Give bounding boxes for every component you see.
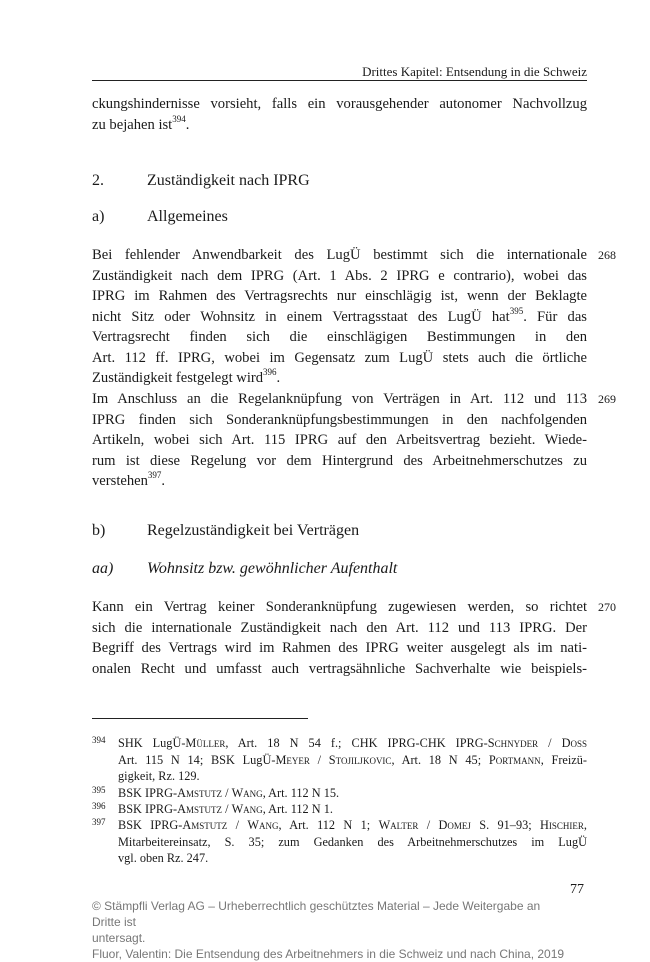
footnote-ref-394[interactable]: 394 [172,114,186,125]
running-header: Drittes Kapitel: Entsendung in die Schweiz [362,64,587,79]
header-rule [92,80,587,81]
text-line: Bei fehlender Anwendbarkeit des LugÜ bestimmt sich die internationale [92,247,587,263]
text-line: onalen Recht und umfasst auch vertragsähnliche Sachverhalte wie beispiels- [92,660,587,677]
footnote-line: SHK LugÜ-Müller, Art. 18 N 54 f.; CHK IPRG-CHK IPRG-Schnyder / Doss [118,736,587,750]
text-line: Vertragsrecht finden sich die einschlägigen Bestimmungen in den [92,329,587,345]
text-line: Art. 112 ff. IPRG, wobei im Gegensatz zum LugÜ stets auch die örtliche [92,349,587,366]
marginal-number-269: 269 [598,392,616,406]
footnote-394 [118,735,587,785]
paragraph-268 [92,245,587,389]
section-number: 2. [92,172,104,189]
text-line: nicht Sitz oder Wohnsitz in einem Vertragsstaat des LugÜ hat$^{395}$. Für das [92,305,587,325]
copyright-line-1: © Stämpfli Verlag AG – Urheberrechtlich geschütztes Material – Jede Weitergabe an Dritte ist [92,899,541,929]
footnote-number-397: 397 [92,817,106,827]
footnote-396: BSK IPRG-Amstutz / Wang, Art. 112 N 1. [118,802,333,816]
footnote-line: vgl. oben Rz. 247. [118,851,209,865]
text-line: verstehen$^{397}$. [92,470,166,489]
text-line: Zuständigkeit festgelegt wird$^{396}$. [92,367,281,386]
subsection-aa-title: Wohnsitz bzw. gewöhnlicher Aufenthalt [147,560,398,577]
marginal-number-270: 270 [598,600,616,614]
text-line: IPRG im Rahmen des Vertragsrechts nur einschlägig ist, wenn der Beklagte [92,288,587,304]
footnote-ref-395[interactable]: 395 [509,305,524,316]
footnote-number-394: 394 [92,735,106,745]
page-number: 77 [570,882,584,897]
footnote-ref-397[interactable]: 397 [147,470,162,481]
text-line: IPRG finden sich Sonderanknüpfungsbestimmungen in den nachfolgenden [92,411,587,428]
footnote-397 [118,817,587,867]
copyright-line-2: untersagt. [92,931,146,945]
footnote-ref-396[interactable]: 396 [263,367,277,378]
subsection-b-number: b) [92,522,106,539]
subsection-b-title: Regelzuständigkeit bei Verträgen [147,522,360,539]
text-line: Kann ein Vertrag keiner Sonderanknüpfung zugewiesen werden, so richtet [92,599,587,615]
footnote-line: BSK IPRG-Amstutz / Wang, Art. 112 N 1; Walter / Domej S. 91–93; Hischier, [118,818,587,832]
paragraph-270 [92,597,587,679]
footnote-number-395: 395 [92,785,106,795]
text-line: Artikeln, wobei sich Art. 115 IPRG auf den Arbeitsvertrag bezieht. Wiede- [92,432,587,448]
footnote-line: gigkeit, Rz. 129. [118,769,200,783]
intro-line-2: zu bejahen ist$^{394}$. [92,114,190,133]
copyright-notice [92,898,572,962]
text-line: Begriff des Vertrags wird im Rahmen des IPRG weiter ausgelegt als im nati- [92,640,587,656]
text-line: Zuständigkeit nach dem IPRG (Art. 1 Abs. 2 IPRG e contrario), wobei das [92,267,587,284]
subsection-a-title: Allgemeines [147,208,228,225]
subsection-a-number: a) [92,208,105,225]
text-line: sich die internationale Zuständigkeit nach den Art. 112 und 113 IPRG. Der [92,619,587,636]
footnote-line: Mitarbeitereinsatz, S. 35; zum Gedanken des Arbeitnehmerschutzes im LugÜ [118,834,587,849]
footnote-rule [92,718,308,719]
footnote-line: Art. 115 N 14; BSK LugÜ-Meyer / Stojiljkovic, Art. 18 N 45; Portmann, Freizü- [118,752,588,767]
intro-line-1: ckungshindernisse vorsieht, falls ein vorausgehender autonomer Nachvollzug [92,96,587,112]
subsection-aa-number: aa) [92,560,114,577]
footnote-number-396: 396 [92,801,106,811]
paragraph-269 [92,389,587,492]
citation-line: Fluor, Valentin: Die Entsendung des Arbeitnehmers in die Schweiz und nach China, 2019 [92,947,565,961]
footnote-395: BSK IPRG-Amstutz / Wang, Art. 112 N 15. [118,786,340,800]
section-title: Zuständigkeit nach IPRG [147,172,310,189]
text-line: Im Anschluss an die Regelanknüpfung von Verträgen in Art. 112 und 113 [92,391,587,407]
text-line: rum ist diese Regelung vor dem Hintergrund des Arbeitnehmerschutzes zu [92,452,587,469]
marginal-number-268: 268 [598,248,616,262]
